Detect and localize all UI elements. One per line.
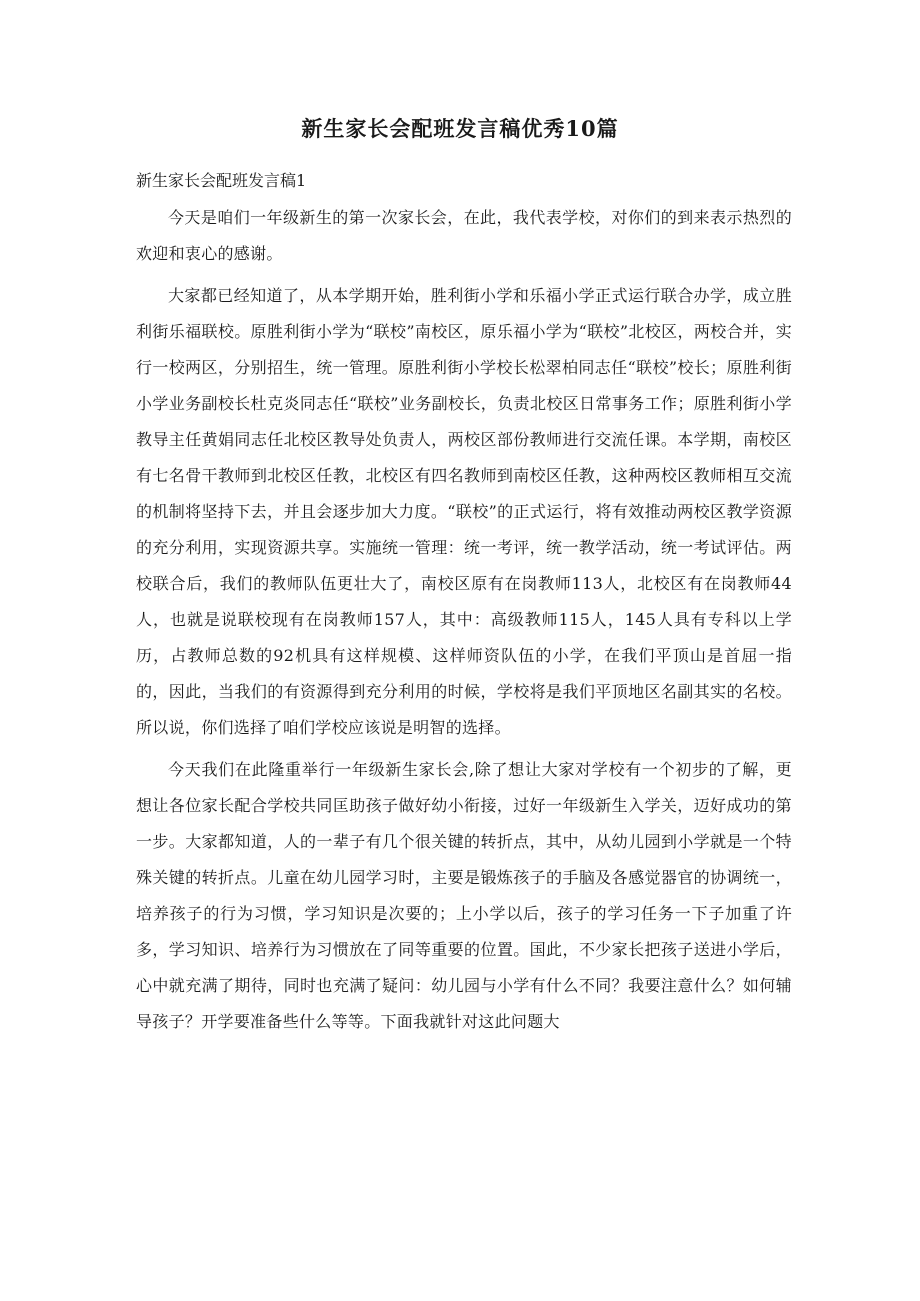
section-heading: 新生家长会配班发言稿1 [136,171,307,190]
paragraph: 今天是咱们一年级新生的第一次家长会，在此，我代表学校，对你们的到来表示热烈的欢迎和衷心的感谢。 [136,208,792,263]
document-title: 新生家长会配班发言稿优秀10篇 [301,116,619,141]
paragraph: 今天我们在此隆重举行一年级新生家长会,除了想让大家对学校有一个初步的了解，更想让各位家长配合学校共同匡助孩子做好幼小衔接，过好一年级新生入学关，迈好成功的第一步。大家都知道，人的一辈子有几个很关键的转折点，其中，从幼儿园到小学就是一个特殊关键的转折点。儿童在幼儿园学习时，主要是锻炼孩子的手脑及各感觉器官的协调统一，培养孩子的行为习惯，学习知识是次要的；上小学以后，孩子的学习任务一下子加重了许多，学习知识、培养行为习惯放在了同等重要的位置。国此，不少家长把孩子送进小学后，心中就充满了期待，同时也充满了疑问：幼儿园与小学有什么不同？我要注意什么？如何辅导孩子？开学要准备些什么等等。下面我就针对这此问题大 [136,760,792,1031]
paragraph: 大家都已经知道了，从本学期开始，胜利街小学和乐福小学正式运行联合办学，成立胜利街乐福联校。原胜利街小学为“联校”南校区，原乐福小学为“联校”北校区，两校合并，实行一校两区，分别招生，统一管理。原胜利街小学校长松翠柏同志任“联校”校长；原胜利街小学业务副校长杜克炎同志任“联校”业务副校长，负责北校区日常事务工作；原胜利街小学教导主任黄娟同志任北校区教导处负责人，两校区部份教师进行交流任课。本学期，南校区有七名骨干教师到北校区任教，北校区有四名教师到南校区任教，这种两校区教师相互交流的机制将坚持下去，并且会逐步加大力度。“联校”的正式运行，将有效推动两校区教学资源的充分利用，实现资源共享。实施统一管理：统一考评，统一教学活动，统一考试评估。两校联合后，我们的教师队伍更壮大了，南校区原有在岗教师113人，北校区有在岗教师44人，也就是说联校现有在岗教师157人，其中：高级教师115人，145人具有专科以上学历，占教师总数的92机具有这样规模、这样师资队伍的小学，在我们平顶山是首屈一指的，因此，当我们的有资源得到充分利用的时候，学校将是我们平顶地区名副其实的名校。所以说，你们选择了咱们学校应该说是明智的选择。 [136,286,792,737]
document-body [136,166,792,1046]
